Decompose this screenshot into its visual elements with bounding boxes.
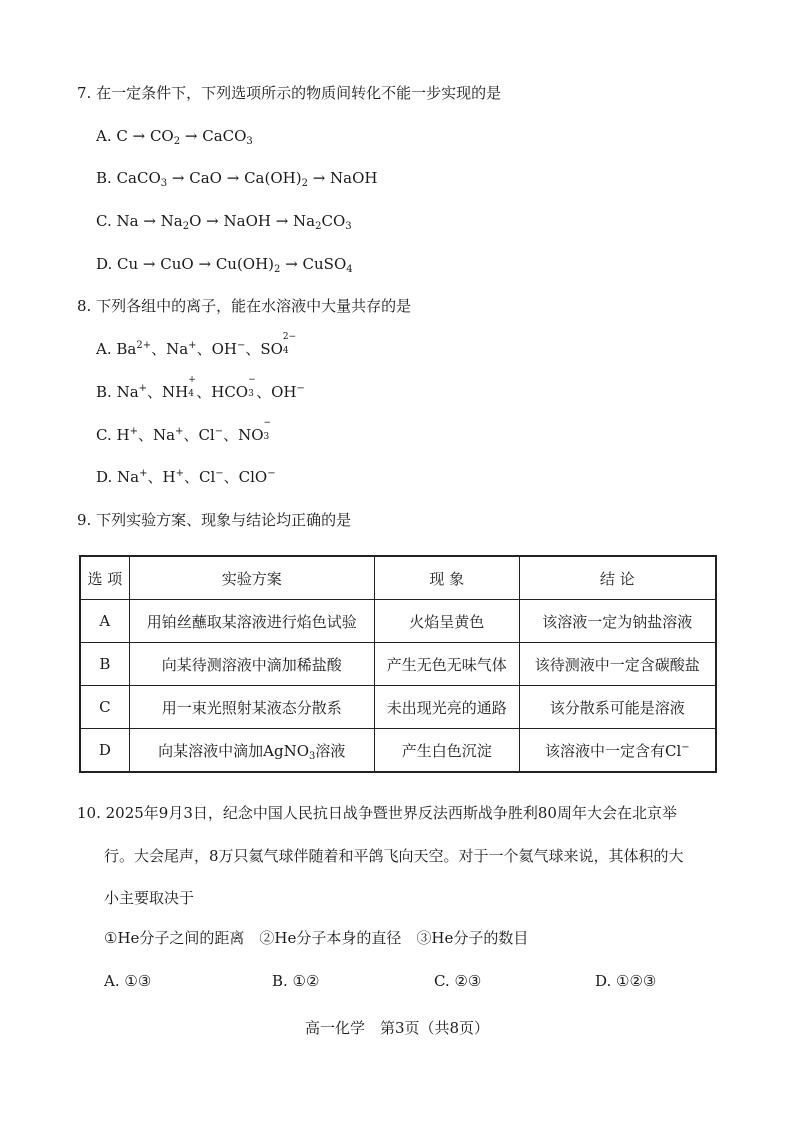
cell-observation: 火焰呈黄色 xyxy=(374,600,519,643)
q8-option-c: C. H+、Na+、Cl−、NO − 3 xyxy=(96,418,272,444)
q10-option-d: D. ①②③ xyxy=(595,972,657,990)
q7-option-b: B. CaCO$_3$ → CaO → $Ca(OH)_2$ → NaOH xyxy=(96,169,378,189)
question-10-line-3: 小主要取决于 xyxy=(104,889,195,907)
question-10-line-1: 10. 2025年9月3日，纪念中国人民抗日战争暨世界反法西斯战争胜利80周年大会在北京举 xyxy=(77,804,677,822)
cell-plan: 用铂丝蘸取某溶液进行焰色试验 xyxy=(129,600,374,643)
table-row xyxy=(80,600,716,643)
cell-option: B xyxy=(80,643,129,686)
cell-conclusion: 该待测液中一定含碳酸盐 xyxy=(519,643,716,686)
cell-observation: 产生白色沉淀 xyxy=(374,729,519,773)
cell-observation: 未出现光亮的通路 xyxy=(374,686,519,729)
table-row xyxy=(80,686,716,729)
question-7-stem: 7. 在一定条件下，下列选项所示的物质间转化不能一步实现的是 xyxy=(77,84,502,102)
table-header-row xyxy=(80,556,716,600)
question-8-stem: 8. 下列各组中的离子，能在水溶液中大量共存的是 xyxy=(77,297,412,315)
q8-option-a: A. $Ba^{2+}$、Na+、OH−、SO 2− 4 xyxy=(96,332,297,358)
q7-option-d: D. Cu → CuO → $Cu(OH)_2$ → CuSO$_4$ xyxy=(96,255,353,275)
cell-conclusion: 该溶液中一定含有Cl− xyxy=(519,729,716,773)
question-10-line-2: 行。大会尾声，8万只氦气球伴随着和平鸽飞向天空。对于一个氦气球来说，其体积的大 xyxy=(104,847,684,865)
q7-option-c: C. $Na \to Na_2O$ → NaOH → $Na_2CO_3$ xyxy=(96,212,352,232)
cell-conclusion: 该溶液一定为钠盐溶液 xyxy=(519,600,716,643)
header-plan: 实验方案 xyxy=(129,556,374,600)
q7-option-a: A. $C \to CO_2$ → CaCO$_3$ xyxy=(96,127,253,147)
header-conclusion: 结 论 xyxy=(519,556,716,600)
experiment-table xyxy=(79,555,717,773)
page-footer: 高一化学 第3页（共8页） xyxy=(304,1019,490,1037)
cell-option: A xyxy=(80,600,129,643)
table-row xyxy=(80,643,716,686)
q10-option-c: C. ②③ xyxy=(434,972,482,990)
cell-observation: 产生无色无味气体 xyxy=(374,643,519,686)
cell-conclusion: 该分散系可能是溶液 xyxy=(519,686,716,729)
cell-option: C xyxy=(80,686,129,729)
cell-plan: 用一束光照射某液态分散系 xyxy=(129,686,374,729)
q8-option-b: B. Na+、NH + 4 、HCO − 3 、OH− xyxy=(96,375,305,401)
cell-plan: 向某溶液中滴加AgNO$_3$溶液 xyxy=(129,729,374,773)
question-10-items: ①He分子之间的距离 ②He分子本身的直径 ③He分子的数目 xyxy=(104,929,529,947)
q10-option-a: A. ①③ xyxy=(104,972,152,990)
cell-option: D xyxy=(80,729,129,773)
header-option: 选 项 xyxy=(80,556,129,600)
q10-option-b: B. ①② xyxy=(272,972,320,990)
cell-plan: 向某待测溶液中滴加稀盐酸 xyxy=(129,643,374,686)
table-row xyxy=(80,729,716,773)
question-9-stem: 9. 下列实验方案、现象与结论均正确的是 xyxy=(77,511,352,529)
header-observation: 现 象 xyxy=(374,556,519,600)
q8-option-d: D. Na+、H+、Cl−、ClO− xyxy=(96,468,276,486)
